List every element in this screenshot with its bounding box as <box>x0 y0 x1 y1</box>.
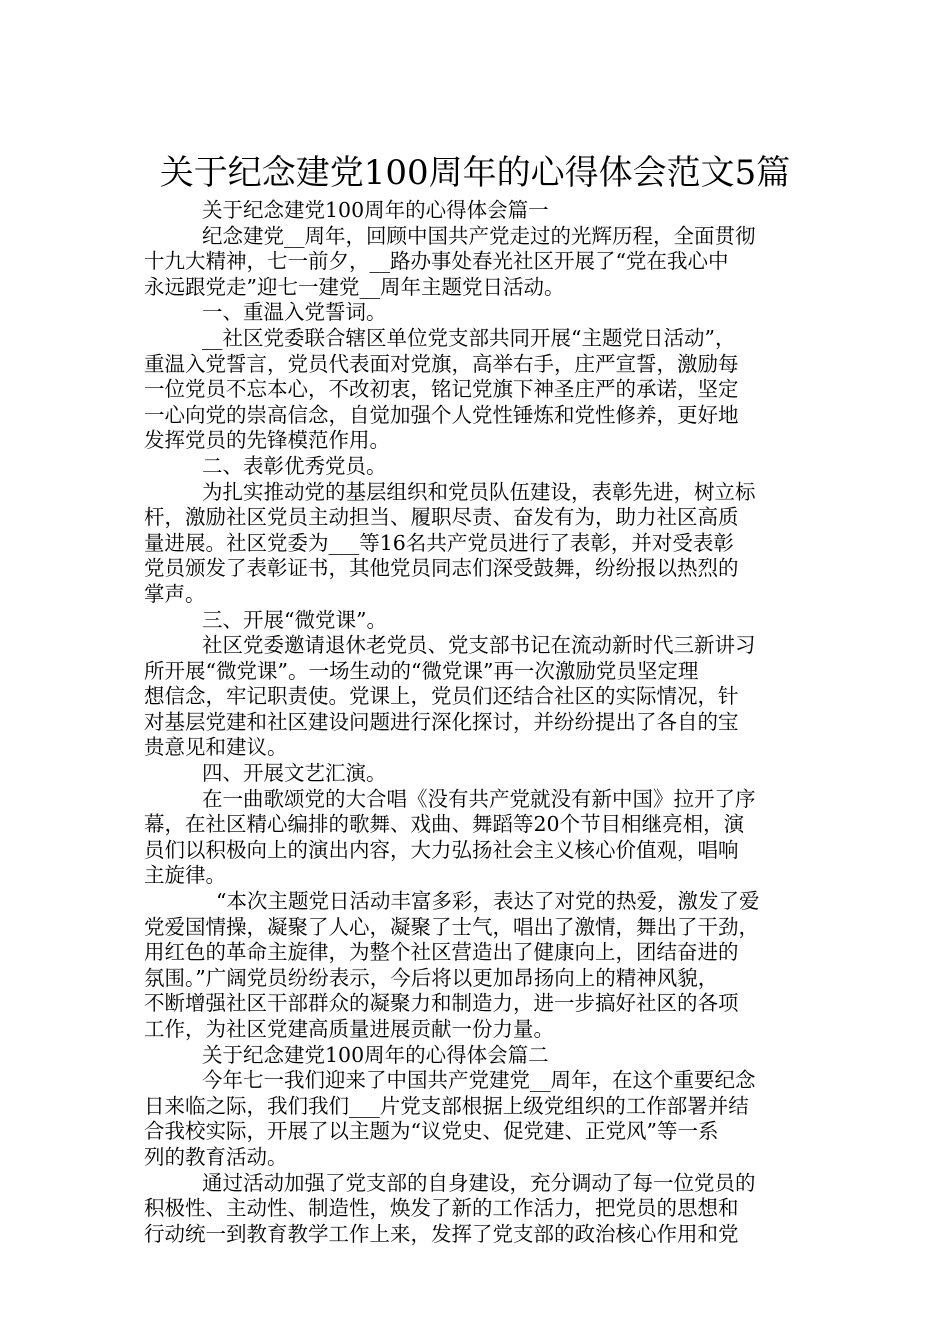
paragraph-line: 在一曲歌颂党的大合唱《没有共产党就没有新中国》拉开了序 <box>202 786 756 811</box>
paragraph-line: 党员颁发了表彰证书，其他党员同志们深受鼓舞，纷纷报以热烈的 <box>144 556 739 581</box>
paragraph-line: 一心向党的崇高信念，自觉加强个人党性锤炼和党性修养，更好地 <box>144 402 739 427</box>
document-body <box>144 198 824 1247</box>
paragraph-line: 列的教育活动。 <box>144 1144 288 1169</box>
paragraph-line: 氛围。”广阔党员纷纷表示，今后将以更加昂扬向上的精神风貌， <box>144 965 719 990</box>
paragraph-line: 党爱国情操，凝聚了人心，凝聚了士气，唱出了激情，舞出了干劲， <box>144 914 759 939</box>
paragraph-line: 一位党员不忘本心，不改初衷，铭记党旗下神圣庄严的承诺，坚定 <box>144 377 739 402</box>
paragraph-line: “本次主题党日活动丰富多彩，表达了对党的热爱，激发了爱 <box>216 889 760 914</box>
paragraph-line: 十九大精神，七一前夕，__路办事处春光社区开展了“党在我心中 <box>144 249 729 274</box>
paragraph-line: 永远跟党走”迎七一建党__周年主题党日活动。 <box>144 274 565 299</box>
section-heading-2: 关于纪念建党100周年的心得体会篇二 <box>202 1042 549 1067</box>
subheading-line: 二、表彰优秀党员。 <box>202 453 387 478</box>
paragraph-line: 社区党委邀请退休老党员、党支部书记在流动新时代三新讲习 <box>202 633 756 658</box>
paragraph-line: 所开展“微党课”。一场生动的“微党课”再一次激励党员坚定理 <box>144 658 699 683</box>
section-heading-1: 关于纪念建党100周年的心得体会篇一 <box>202 198 549 222</box>
paragraph-line: 为扎实推动党的基层组织和党员队伍建设，表彰先进，树立标 <box>202 479 756 504</box>
paragraph-line: 日来临之际，我们我们___片党支部根据上级党组织的工作部署并结 <box>144 1093 749 1118</box>
paragraph-line: 合我校实际，开展了以主题为“议党史、促党建、正党风”等一系 <box>144 1119 719 1144</box>
paragraph-line: __社区党委联合辖区单位党支部共同开展“主题党日活动”， <box>202 325 736 350</box>
paragraph-line: 掌声。 <box>144 581 206 606</box>
paragraph-line: 重温入党誓言，党员代表面对党旗，高举右手，庄严宣誓，激励每 <box>144 351 739 376</box>
paragraph-line: 贵意见和建议。 <box>144 735 288 760</box>
document-title: 关于纪念建党100周年的心得体会范文5篇 <box>159 152 791 193</box>
paragraph-line: 想信念，牢记职责使。党课上，党员们还结合社区的实际情况，针 <box>144 684 739 709</box>
subheading-line: 三、开展“微党课”。 <box>202 607 387 632</box>
paragraph-line: 主旋律。 <box>144 863 226 888</box>
subheading-line: 一、重温入党誓词。 <box>202 300 387 325</box>
paragraph-line: 不断增强社区干部群众的凝聚力和制造力，进一步搞好社区的各项 <box>144 991 739 1016</box>
paragraph-line: 通过活动加强了党支部的自身建设，充分调动了每一位党员的 <box>202 1170 756 1195</box>
paragraph-line: 行动统一到教育教学工作上来，发挥了党支部的政治核心作用和党 <box>144 1221 739 1246</box>
subheading-line: 四、开展文艺汇演。 <box>202 761 387 786</box>
paragraph-line: 积极性、主动性、制造性，焕发了新的工作活力，把党员的思想和 <box>144 1196 739 1221</box>
paragraph-line: 今年七一我们迎来了中国共产党建党__周年，在这个重要纪念 <box>202 1068 756 1093</box>
paragraph-line: 幕，在社区精心编排的歌舞、戏曲、舞蹈等20个节目相继亮相，演 <box>144 812 745 837</box>
paragraph-line: 用红色的革命主旋律，为整个社区营造出了健康向上，团结奋进的 <box>144 940 739 965</box>
paragraph-line: 杆，激励社区党员主动担当、履职尽责、奋发有为，助力社区高质 <box>144 505 739 530</box>
paragraph-line: 量进展。社区党委为___等16名共产党员进行了表彰，并对受表彰 <box>144 530 734 555</box>
paragraph-line: 发挥党员的先锋模范作用。 <box>144 428 390 453</box>
paragraph-line: 纪念建党__周年，回顾中国共产党走过的光辉历程，全面贯彻 <box>202 223 756 248</box>
paragraph-line: 工作，为社区党建高质量进展贡献一份力量。 <box>144 1017 554 1041</box>
paragraph-line: 对基层党建和社区建设问题进行深化探讨，并纷纷提出了各自的宝 <box>144 709 739 734</box>
paragraph-line: 员们以积极向上的演出内容，大力弘扬社会主义核心价值观，唱响 <box>144 837 739 862</box>
